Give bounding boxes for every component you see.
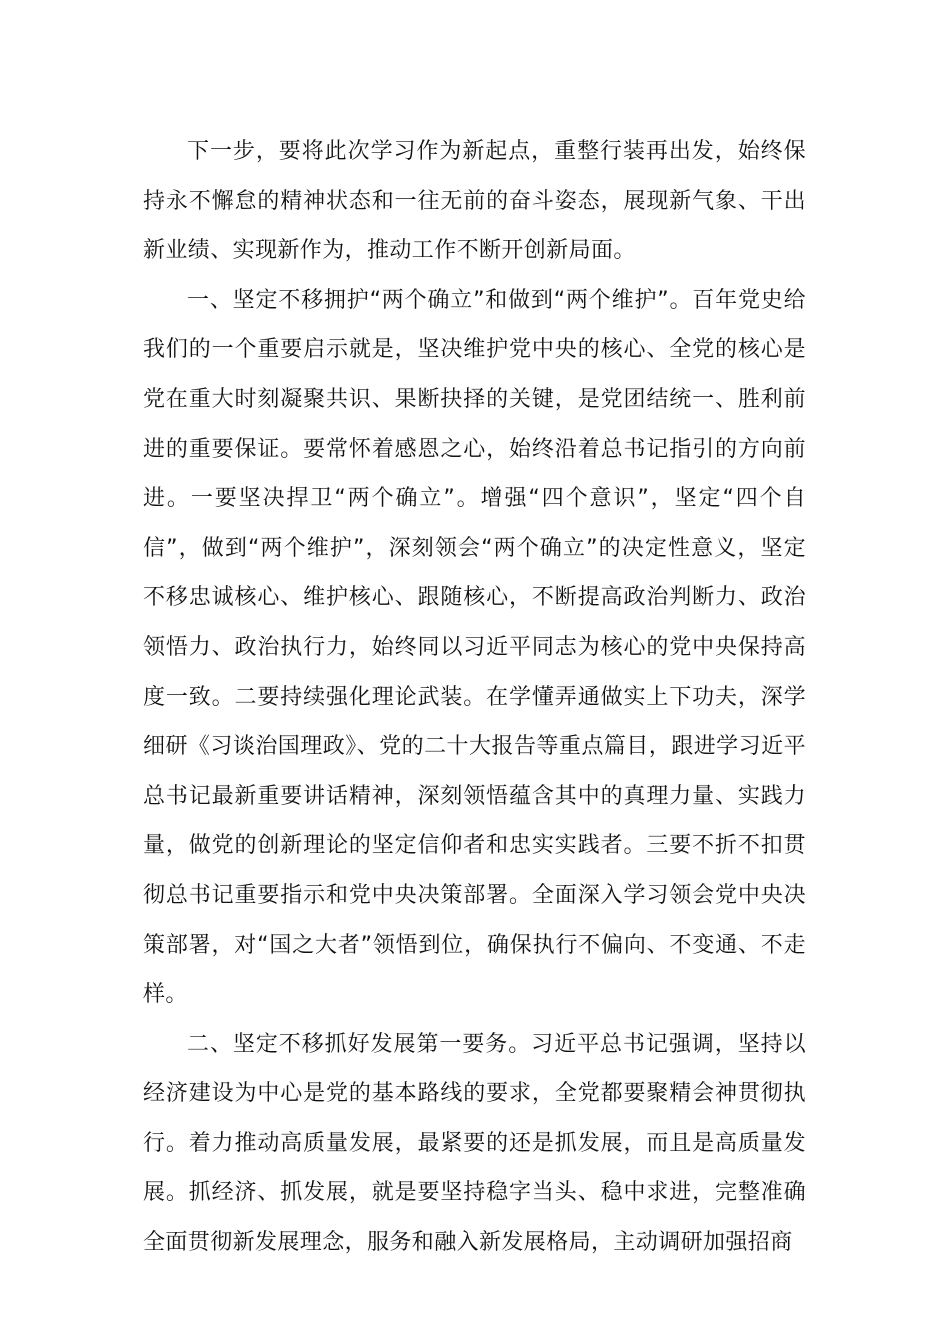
paragraph-section-two: 二、坚定不移抓好发展第一要务。习近平总书记强调，坚持以经济建设为中心是党的基本路线的要求，全党都要聚精会神贯彻执行。着力推动高质量发展，最紧要的还是抓发展，而且是高质量发展。抓经济、抓发展，就是要坚持稳字当头、稳中求进，完整准确全面贯彻新发展理念，服务和融入新发展格局，主动调研加强招商 [143, 1031, 806, 1256]
document-body [143, 127, 806, 1268]
paragraph-next-step: 下一步，要将此次学习作为新起点，重整行装再出发，始终保持永不懈怠的精神状态和一往无前的奋斗姿态，展现新气象、干出新业绩、实现新作为，推动工作不断开创新局面。 [143, 139, 806, 264]
paragraph-section-one: 一、坚定不移拥护“两个确立”和做到“两个维护”。百年党史给我们的一个重要启示就是，坚决维护党中央的核心、全党的核心是党在重大时刻凝聚共识、果断抉择的关键，是党团结统一、胜利前进的重要保证。要常怀着感恩之心，始终沿着总书记指引的方向前进。一要坚决捍卫“两个确立”。增强“四个意识”，坚定“四个自信”，做到“两个维护”，深刻领会“两个确立”的决定性意义，坚定不移忠诚核心、维护核心、跟随核心，不断提高政治判断力、政治领悟力、政治执行力，始终同以习近平同志为核心的党中央保持高度一致。二要持续强化理论武装。在学懂弄通做实上下功夫，深学细研《习谈治国理政》、党的二十大报告等重点篇目，跟进学习近平总书记最新重要讲话精神，深刻领悟蕴含其中的真理力量、实践力量，做党的创新理论的坚定信仰者和忠实实践者。三要不折不扣贯彻总书记重要指示和党中央决策部署。全面深入学习领会党中央决策部署，对“国之大者”领悟到位，确保执行不偏向、不变通、不走样。 [143, 287, 806, 1008]
